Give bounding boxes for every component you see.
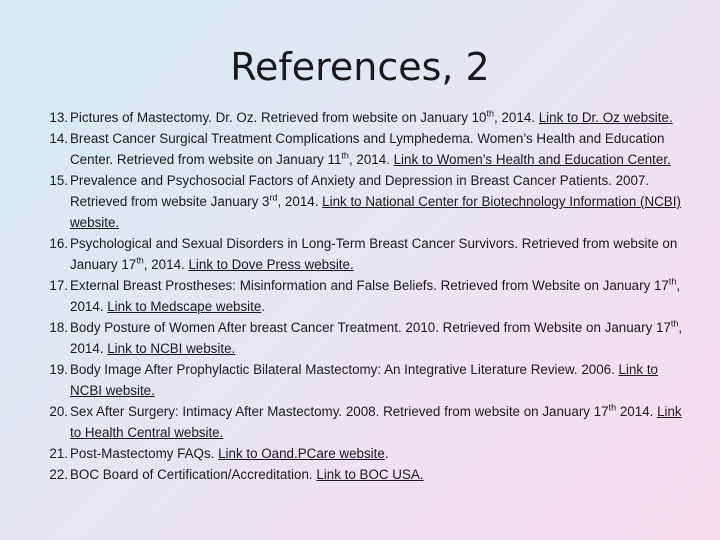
ordinal-suffix: th — [486, 108, 495, 119]
reference-number: 13. — [49, 110, 68, 125]
ordinal-suffix: th — [341, 150, 349, 161]
ordinal-suffix: th — [668, 276, 677, 287]
reference-item — [44, 128, 684, 170]
reference-link[interactable]: Link to NCBI website. — [107, 341, 236, 356]
reference-text: External Breast Prostheses: Misinformation and False Beliefs. Retrieved from Website on January 17 — [70, 278, 669, 293]
reference-text-tail: , 2014. — [143, 257, 189, 272]
reference-link[interactable]: Link to Dr. Oz website. — [538, 110, 673, 125]
reference-text: Pictures of Mastectomy. Dr. Oz. Retrieved from website on January 10 — [70, 110, 487, 125]
reference-link[interactable]: Link to National Center for Biotechnology Information (NCBI) website. — [70, 194, 681, 230]
reference-item — [44, 401, 684, 443]
slide-title: References, 2 — [230, 45, 490, 89]
reference-link[interactable]: Link to Health Central website. — [70, 404, 682, 440]
reference-text-tail: , 2014. — [70, 320, 683, 356]
reference-link[interactable]: Link to Dove Press website. — [188, 257, 354, 272]
reference-number: 21. — [49, 446, 68, 461]
reference-item — [44, 464, 684, 485]
reference-text: Body Image After Prophylactic Bilateral Mastectomy: An Integrative Literature Review. 2006. — [70, 362, 619, 377]
reference-item — [44, 359, 684, 401]
ordinal-suffix: th — [136, 255, 144, 266]
reference-number: 18. — [49, 320, 68, 335]
reference-trailing: . — [261, 299, 266, 314]
ordinal-suffix: th — [670, 318, 679, 329]
reference-item — [44, 107, 684, 128]
reference-number: 22. — [49, 467, 68, 482]
reference-number: 16. — [49, 236, 68, 251]
ordinal-suffix: rd — [269, 192, 278, 203]
reference-text: Prevalence and Psychosocial Factors of Anxiety and Depression in Breast Cancer Patients. 2007. Retrieved from website January 3 — [70, 173, 650, 209]
reference-text: Post-Mastectomy FAQs. — [70, 446, 219, 461]
reference-link[interactable]: Link to Women’s Health and Education Center. — [393, 152, 671, 167]
reference-text: Body Posture of Women After breast Cancer Treatment. 2010. Retrieved from Website on January 17 — [70, 320, 671, 335]
reference-text: Breast Cancer Surgical Treatment Complications and Lymphedema. Women’s Health and Education Center. Retrieved from website on January 11 — [70, 131, 665, 167]
reference-text-tail: 2014. — [616, 404, 658, 419]
reference-link[interactable]: Link to BOC USA. — [316, 467, 424, 482]
reference-text-tail: , 2014. — [70, 278, 681, 314]
reference-number: 20. — [49, 404, 68, 419]
reference-text: BOC Board of Certification/Accreditation. — [70, 467, 317, 482]
reference-item — [44, 317, 684, 359]
reference-link[interactable]: Link to Oand.PCare website — [218, 446, 385, 461]
reference-number: 17. — [49, 278, 68, 293]
ordinal-suffix: th — [608, 402, 617, 413]
reference-link[interactable]: Link to Medscape website — [107, 299, 262, 314]
reference-number: 19. — [49, 362, 68, 377]
reference-link[interactable]: Link to NCBI website. — [70, 362, 658, 398]
reference-text-tail: , 2014. — [277, 194, 323, 209]
reference-item — [44, 233, 684, 275]
reference-item — [44, 443, 684, 464]
reference-text-tail: , 2014. — [494, 110, 539, 125]
reference-number: 15. — [49, 173, 68, 188]
reference-trailing: . — [384, 446, 389, 461]
reference-item — [44, 170, 684, 233]
reference-item — [44, 275, 684, 317]
references-list — [44, 107, 684, 485]
reference-text: Psychological and Sexual Disorders in Long-Term Breast Cancer Survivors. Retrieved from website on January 17 — [70, 236, 678, 272]
reference-text: Sex After Surgery: Intimacy After Mastectomy. 2008. Retrieved from website on January 17 — [70, 404, 609, 419]
reference-number: 14. — [49, 131, 68, 146]
reference-text-tail: , 2014. — [348, 152, 394, 167]
